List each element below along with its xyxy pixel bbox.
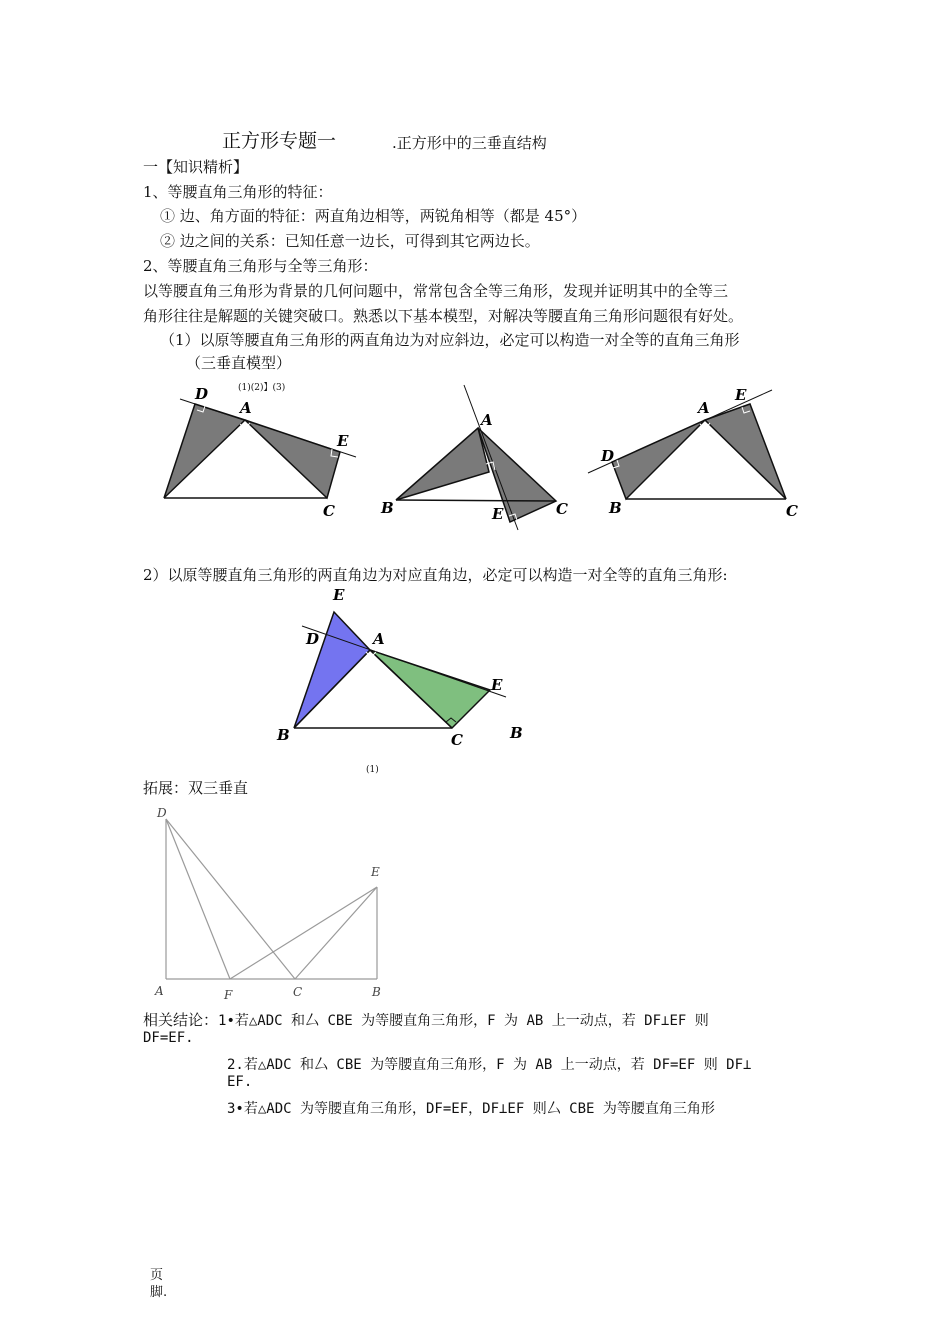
figure-caption-1: (1)(2)】(3)	[238, 383, 286, 393]
fig1-label-a: A	[240, 399, 252, 417]
figure-caption-2: (1)	[366, 765, 379, 775]
fig3-label-c: C	[786, 502, 798, 520]
model2-label-e-top: E	[333, 586, 345, 604]
ext-line-ce	[295, 887, 377, 979]
ext-label-f: F	[224, 988, 233, 1002]
item-1a: ① 边、角方面的特征：两直角边相等，两锐角相等（都是 45°）	[160, 207, 587, 225]
fig1-label-c: C	[323, 502, 335, 520]
fig2-label-c: C	[556, 500, 568, 518]
model1-line-1: （1）以原等腰直角三角形的两直角边为对应斜边，必定可以构造一对全等的直角三角形	[160, 331, 740, 349]
fig3-label-a: A	[698, 399, 710, 417]
model2-label-b: B	[277, 726, 290, 744]
conclusion-1-text: 1•若△ADC 和厶 CBE 为等腰直角三角形，F 为 AB 上一动点，若 DF⊥EF 则	[218, 1013, 709, 1029]
conclusion-2-line-2: EF.	[227, 1074, 253, 1090]
item-1b: ② 边之间的关系：已知任意一边长，可得到其它两边长。	[160, 232, 540, 250]
item-2: 2、等腰直角三角形与全等三角形：	[143, 257, 378, 275]
model2-label-d: D	[306, 630, 320, 648]
page-subtitle: .正方形中的三垂直结构	[392, 134, 547, 152]
conclusion-3: 3•若△ADC 为等腰直角三角形，DF=EF，DF⊥EF 则厶 CBE 为等腰直角三角形	[227, 1101, 715, 1117]
conclusion-1-line-2: DF=EF.	[143, 1030, 194, 1046]
paragraph-line-2: 角形往往是解题的关键突破口。熟悉以下基本模型，对解决等腰直角三角形问题很有好处。	[143, 307, 744, 325]
ext-line-fe	[230, 887, 377, 979]
footer-line-1: 页	[150, 1268, 164, 1283]
model2-label-c: C	[451, 731, 463, 749]
fig3-label-b: B	[609, 499, 622, 517]
ext-line-dc	[166, 819, 295, 979]
fig2-label-e: E	[492, 505, 504, 523]
fig3-label-e: E	[735, 386, 747, 404]
fig2-label-b: B	[381, 499, 394, 517]
paragraph-line-1: 以等腰直角三角形为背景的几何问题中，常常包含全等三角形，发现并证明其中的全等三	[143, 282, 729, 300]
conclusion-1-line-1	[143, 1010, 709, 1031]
extension-heading: 拓展：双三垂直	[143, 779, 249, 797]
conclusions-prefix: 相关结论：	[143, 1011, 219, 1029]
model2-label-a: A	[373, 630, 385, 648]
model2-label-e: E	[491, 676, 503, 694]
conclusion-2-line-1: 2.若△ADC 和厶 CBE 为等腰直角三角形，F 为 AB 上一动点，若 DF=EF 则 DF⊥	[227, 1057, 752, 1073]
footer-line-2: 脚.	[150, 1285, 168, 1300]
item-1: 1、等腰直角三角形的特征：	[143, 183, 333, 201]
fig1-label-e: E	[337, 432, 349, 450]
model2-text: 2）以原等腰直角三角形的两直角边为对应直角边，必定可以构造一对全等的直角三角形:	[143, 566, 728, 584]
ext-label-b: B	[372, 985, 381, 999]
ext-label-d: D	[157, 806, 167, 820]
ext-line-df	[166, 819, 230, 979]
fig3-label-d: D	[601, 447, 615, 465]
fig1-label-d: D	[195, 385, 209, 403]
section-heading: 一【知识精析】	[143, 158, 249, 176]
ext-label-a: A	[155, 984, 164, 998]
page-title: 正方形专题一	[222, 130, 337, 152]
model1-line-2: （三垂直模型）	[186, 354, 292, 372]
ext-label-e: E	[371, 865, 380, 879]
ext-label-c: C	[293, 985, 303, 999]
fig2-label-a: A	[481, 411, 493, 429]
model2-label-b-right: B	[510, 724, 523, 742]
